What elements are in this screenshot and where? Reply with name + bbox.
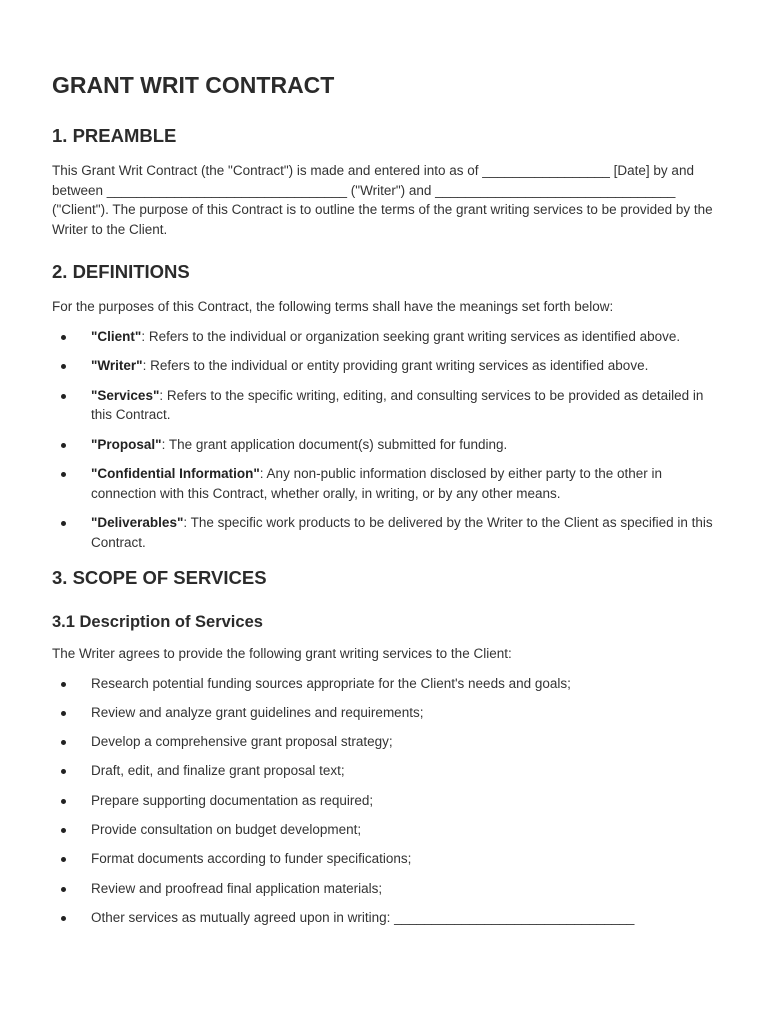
bullet-icon (61, 828, 66, 833)
section-heading-preamble: 1. PREAMBLE (52, 125, 177, 146)
service-item (52, 820, 720, 840)
bullet-icon (61, 711, 66, 716)
service-item (52, 879, 720, 899)
service-text: Review and proofread final application materials; (91, 880, 383, 896)
definition-text: : Refers to the individual or organization seeking grant writing services as identified above. (141, 328, 681, 344)
bullet-icon (61, 443, 66, 448)
definition-term: "Deliverables" (91, 515, 184, 530)
service-item (52, 761, 720, 781)
service-item (52, 732, 720, 752)
definition-item (52, 386, 720, 425)
definition-text: : The specific work products to be delivered by the Writer to the Client as specified in this Contract. (91, 515, 713, 550)
bullet-icon (61, 769, 66, 774)
definition-item (52, 327, 720, 347)
bullet-icon (61, 335, 66, 340)
service-text: Develop a comprehensive grant proposal strategy; (91, 734, 393, 750)
services-list (52, 674, 720, 928)
definition-item (52, 464, 720, 503)
service-item (52, 703, 720, 723)
bullet-icon (61, 740, 66, 745)
service-item (52, 908, 720, 928)
definition-text: : Refers to the individual or entity providing grant writing services as identified above. (142, 358, 649, 373)
service-text: Prepare supporting documentation as required; (91, 792, 374, 808)
subsection-heading-description: 3.1 Description of Services (52, 613, 263, 631)
bullet-icon (61, 521, 66, 526)
service-text: Draft, edit, and finalize grant proposal text; (91, 763, 345, 779)
definition-term: "Writer" (91, 358, 143, 373)
definition-term: "Client" (91, 328, 142, 344)
service-text: Provide consultation on budget development; (91, 821, 362, 837)
bullet-icon (61, 472, 66, 477)
service-text: Review and analyze grant guidelines and requirements; (91, 704, 424, 720)
service-item (52, 791, 720, 811)
section-heading-definitions: 2. DEFINITIONS (52, 261, 190, 282)
definitions-list (52, 327, 720, 553)
service-text: Research potential funding sources appropriate for the Client's needs and goals; (91, 675, 571, 691)
definition-term: "Proposal" (91, 436, 162, 452)
bullet-icon (61, 857, 66, 862)
bullet-icon (61, 394, 66, 399)
service-text: Format documents according to funder specifications; (91, 851, 412, 867)
bullet-icon (61, 682, 66, 687)
section-heading-scope: 3. SCOPE OF SERVICES (52, 567, 267, 588)
definition-item (52, 435, 720, 455)
preamble-paragraph: This Grant Writ Contract (the "Contract") is made and entered into as of _________________ [Date] by and between ________________________________ ("Writer") and ________________________________ ("Client"). The purpose of this Contract is to outline the terms of the grant writing services to be provided by the Writer to the Client. (52, 163, 713, 237)
bullet-icon (61, 916, 66, 921)
definition-item (52, 513, 720, 552)
definition-text: : The grant application document(s) submitted for funding. (161, 436, 508, 452)
service-item (52, 674, 720, 694)
definition-term: "Confidential Information" (91, 466, 260, 481)
service-text: Other services as mutually agreed upon in writing: ________________________________ (91, 909, 635, 925)
definition-item (52, 356, 720, 376)
definition-text: : Refers to the specific writing, editing, and consulting services to be provided as detailed in this Contract. (91, 387, 704, 422)
bullet-icon (61, 799, 66, 804)
service-item (52, 849, 720, 869)
bullet-icon (61, 887, 66, 892)
document-body (52, 70, 720, 937)
scope-intro: The Writer agrees to provide the following grant writing services to the Client: (52, 646, 512, 661)
bullet-icon (61, 364, 66, 369)
definitions-intro: For the purposes of this Contract, the following terms shall have the meanings set forth below: (52, 299, 614, 314)
definition-term: "Services" (91, 387, 160, 403)
document-title: GRANT WRIT CONTRACT (52, 72, 335, 98)
definition-text: : Any non-public information disclosed by either party to the other in connection with this Contract, whether orally, in writing, or by any other means. (91, 466, 663, 501)
